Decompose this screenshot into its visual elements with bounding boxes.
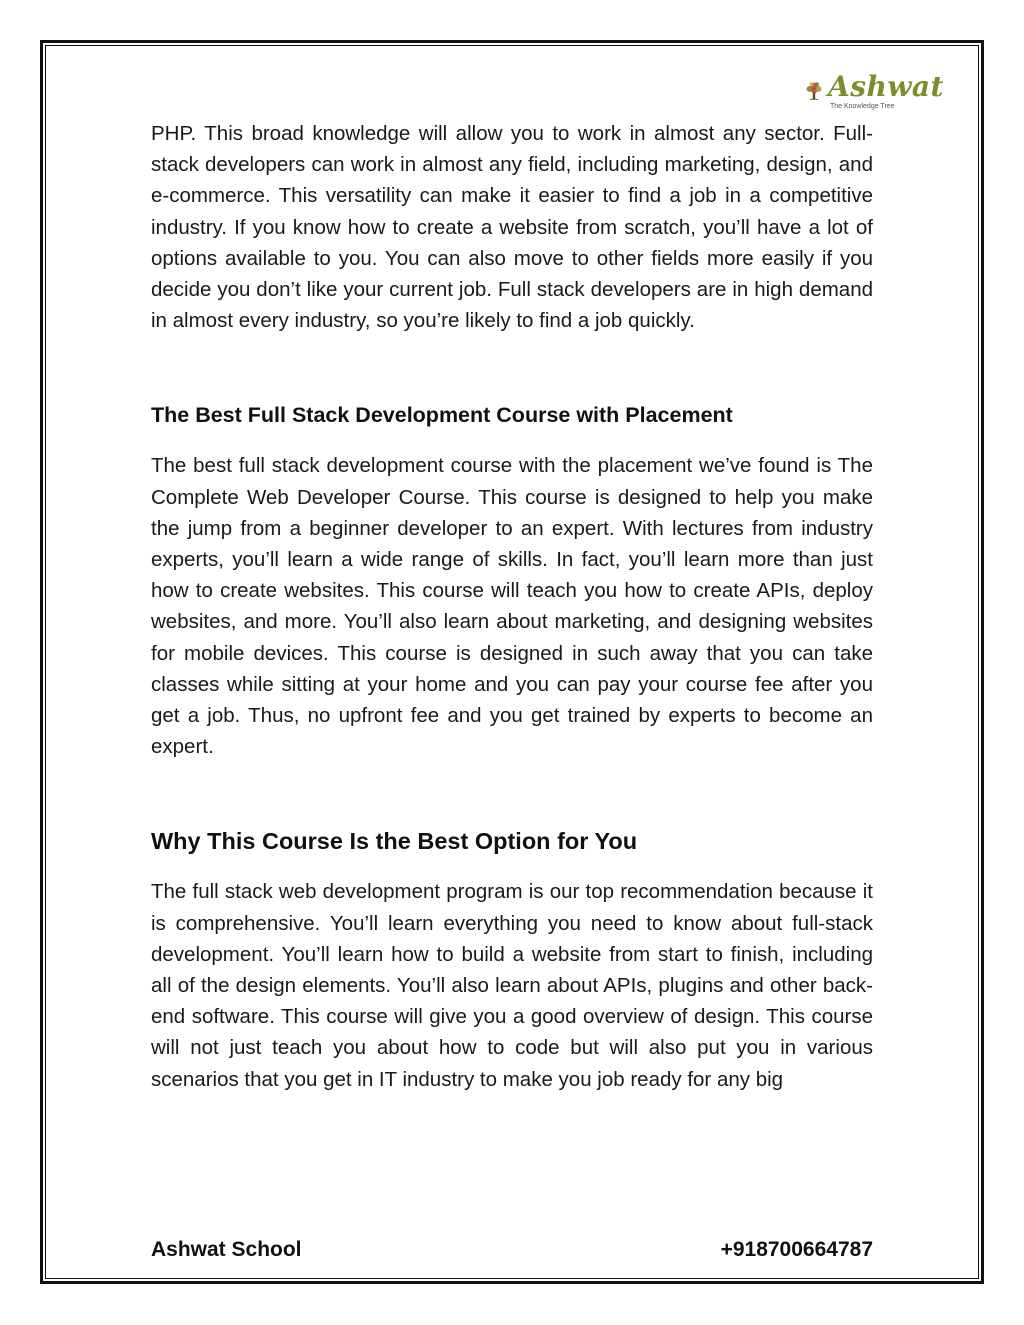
ashwat-logo	[804, 64, 944, 118]
paragraph-best-course: The best full stack development course with the placement we’ve found is The Complete Web Developer Course. This course is designed to help you make the jump from a beginner developer to an expert. With lectures from industry experts, you’ll learn a wide range of skills. In fact, you’ll learn more than just how to create websites. This course will teach you how to create APIs, deploy websites, and more. You’ll also learn about marketing, and designing websites for mobile devices. This course is designed in such away that you can take classes while sitting at your home and you can pay your course fee after you get a job. Thus, no upfront fee and you get trained by experts to become an expert.	[151, 454, 873, 759]
page-footer	[151, 1238, 873, 1262]
paragraph-intro: PHP. This broad knowledge will allow you to work in almost any sector. Full-stack developers can work in almost any field, including marketing, design, and e-commerce. This versatility can make it easier to find a job in a competitive industry. If you know how to create a website from scratch, you’ll have a lot of options available to you. You can also move to other fields more easily if you decide you don’t like your current job. Full stack developers are in high demand in almost every industry, so you’re likely to find a job quickly.	[151, 122, 873, 333]
heading-why-course: Why This Course Is the Best Option for You	[151, 828, 638, 855]
heading-best-course: The Best Full Stack Development Course with Placement	[151, 403, 733, 428]
footer-school-name: Ashwat School	[151, 1238, 302, 1261]
tree-icon	[804, 66, 824, 116]
document-body	[151, 118, 873, 1095]
brand-tagline: The Knowledge Tree	[829, 102, 895, 110]
brand-name: Ashwat	[827, 69, 944, 103]
paragraph-why-course: The full stack web development program is our top recommendation because it is comprehensive. You’ll learn everything you need to know about full-stack development. You’ll learn how to build a website from start to finish, including all of the design elements. You’ll also learn about APIs, plugins and other back-end software. This course will give you a good overview of design. This course will not just teach you about how to code but will also put you in various scenarios that you get in IT industry to make you job ready for any big	[151, 880, 873, 1091]
footer-phone: +918700664787	[720, 1238, 873, 1261]
